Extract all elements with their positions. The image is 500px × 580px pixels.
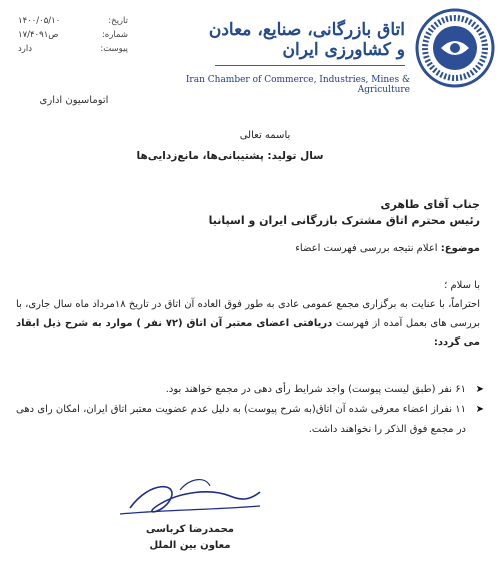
- basmala: باسمه تعالی: [239, 130, 291, 141]
- attachment-value: دارد: [18, 44, 33, 54]
- list-item-text: ۱۱ نفراز اعضاء معرفی شده آن اتاق(به شرح پیوست) به دلیل عدم عضویت معتبر اتاق ایران، امکان رای دهی در مجمع فوق الذکر را نخواهند داشت.: [16, 404, 466, 435]
- list-item-text: ۶۱ نفر (طبق لیست پیوست) واجد شرایط رأی دهی در مجمع خواهند بود.: [165, 384, 466, 395]
- number-row: [18, 28, 128, 42]
- attachment-row: [18, 42, 128, 56]
- body-paragraph: [16, 295, 480, 352]
- number-value: ۱۷/۴۰۹۱ص: [18, 30, 59, 40]
- year-motto: سال تولید: پشتیبانی‌ها، مانع‌زدایی‌ها: [136, 150, 324, 162]
- date-label: تاریخ:: [108, 16, 128, 26]
- paragraph-bold-text: دریافتی اعضای معتبر آن اتاق (۷۲ نفر ) موارد به شرح ذیل ابقاد می گردد:: [16, 318, 480, 348]
- paragraph-text: احتراماً، با عنایت به برگزاری مجمع عمومی عادی به طور فوق العاده آن اتاق در تاریخ ۱۸مرداد ماه سال جاری، با بررسی های بعمل آمده از فهرست: [16, 299, 480, 329]
- addressee-name: جناب آقای طاهری: [380, 198, 480, 211]
- logo-divider: [215, 65, 405, 66]
- number-label: شماره:: [101, 30, 128, 40]
- greeting: با سلام ؛: [444, 280, 480, 291]
- date-row: [18, 14, 128, 28]
- chamber-title-en: Iran Chamber of Commerce, Industries, Mines & Agriculture: [185, 75, 410, 95]
- department-label: اتوماسیون اداری: [39, 95, 109, 106]
- letter-meta: [18, 14, 128, 56]
- list-item: [16, 380, 484, 400]
- arrow-bullet-icon: ➤: [475, 404, 484, 415]
- attachment-label: پیوست:: [100, 44, 128, 54]
- signatory: [110, 522, 270, 554]
- addressee-title: رئیس محترم اتاق مشترک بازرگانی ایران و اسپانیا: [208, 214, 480, 227]
- arrow-bullet-icon: ➤: [475, 384, 484, 395]
- subject-label: موضوع:: [440, 243, 480, 254]
- result-list: [16, 380, 484, 440]
- signatory-title: معاون بین الملل: [149, 540, 231, 551]
- signatory-name: محمدرضا کرباسی: [145, 524, 235, 535]
- subject-text: اعلام نتیجه بررسی فهرست اعضاء: [295, 243, 438, 254]
- chamber-seal-icon: [415, 8, 495, 88]
- subject-line: [295, 243, 480, 254]
- list-item: [16, 400, 484, 440]
- date-value: ۱۴۰۰/۰۵/۱۰: [18, 16, 61, 26]
- chamber-title-fa: اتاق بازرگانی، صنایع، معادن و کشاورزی ایران: [208, 20, 405, 60]
- handwritten-signature: [110, 470, 270, 530]
